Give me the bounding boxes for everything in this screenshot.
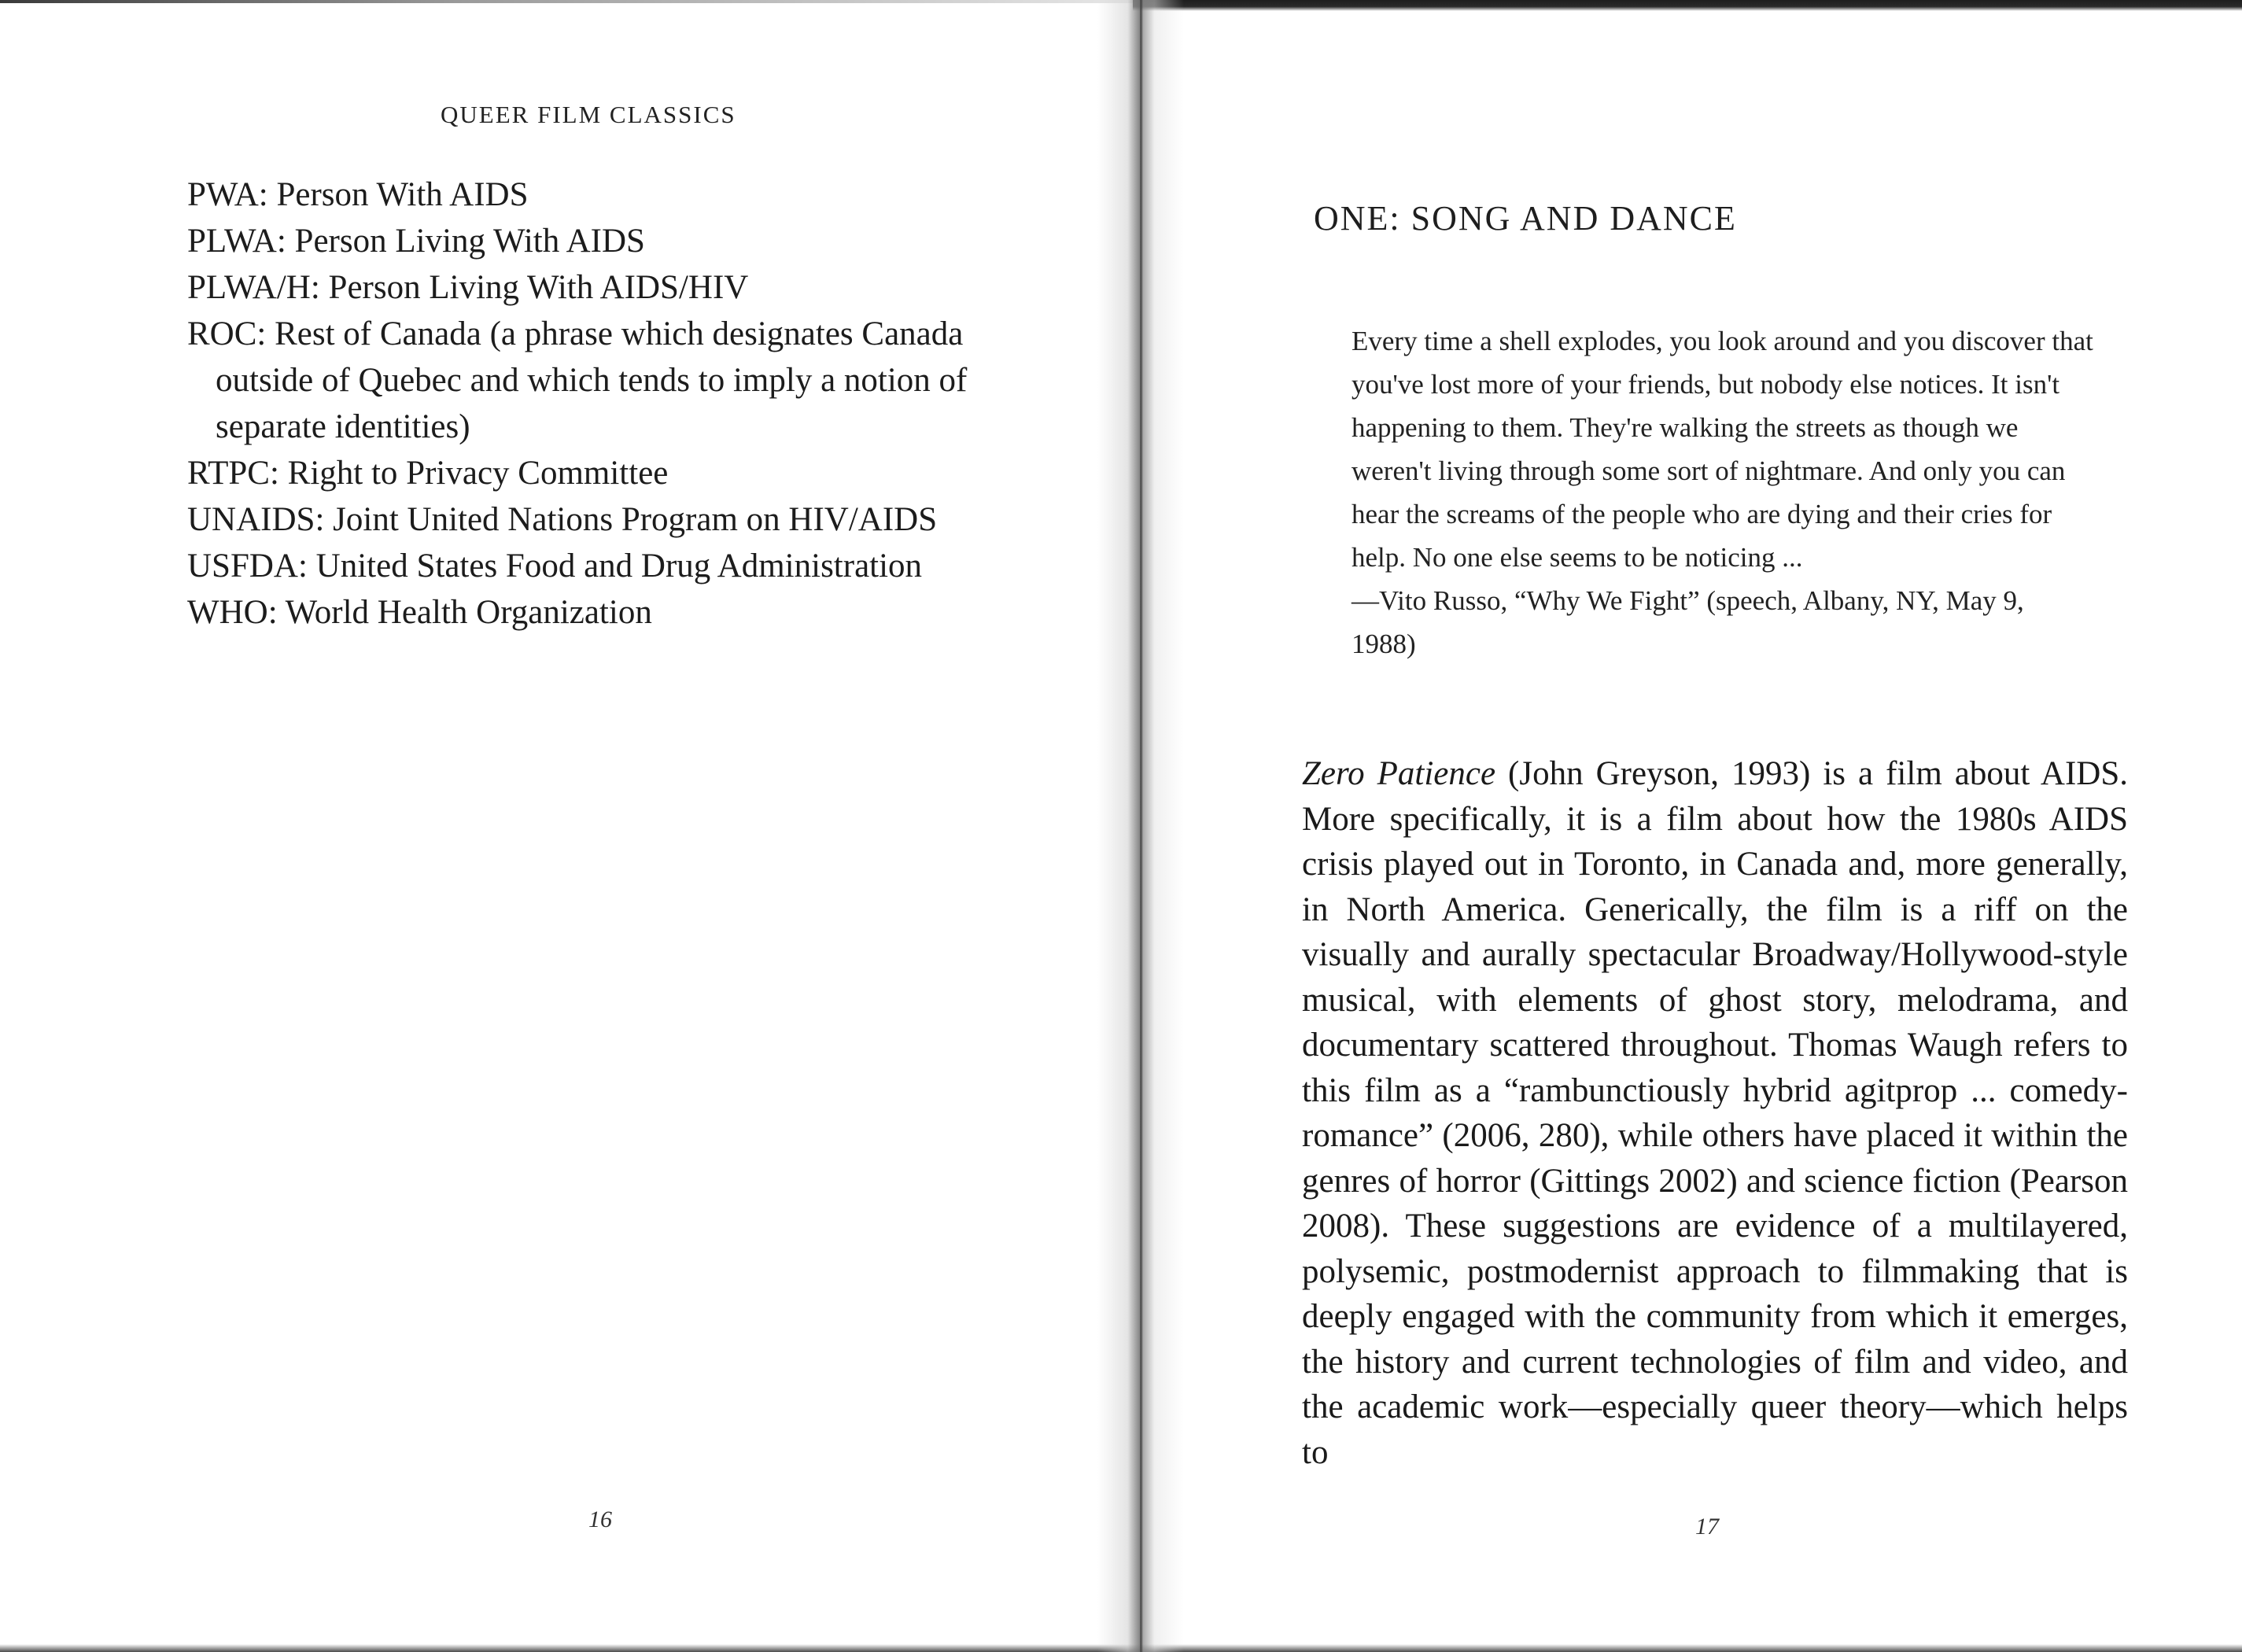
- right-page: [1149, 0, 2242, 1652]
- body-text: (John Greyson, 1993) is a film about AIDS. More specifically, it is a film about how the 1980s AIDS crisis played out in Toronto, in Canada and, more generally, in North America. Generically, the film is a riff on the visually and aurally spectacular Broadway/Hollywood-style musical, with elements of ghost story, melodrama, and documentary scattered throughout. Thomas Waugh refers to this film as a “rambunctiously hybrid agitprop ... comedy-romance” (2006, 280), while others have placed it within the genres of horror (Gittings 2002) and science fiction (Pearson 2008). These suggestions are evidence of a multilayered, polysemic, postmodernist approach to filmmaking that is deeply engaged with the community from which it emerges, the history and current technologies of film and video, and the academic work—especially queer theory—which helps to: [1302, 755, 2128, 1471]
- abbreviation-item: ROC: Rest of Canada (a phrase which designates Canada outside of Quebec and which tends to imply a notion of separate identities): [187, 315, 968, 445]
- page-number: 16: [588, 1506, 612, 1532]
- chapter-title: ONE: SONG AND DANCE: [1314, 199, 1737, 238]
- abbreviation-item: UNAIDS: Joint United Nations Program on HIV/AIDS: [187, 501, 938, 538]
- abbreviation-list: [187, 171, 1021, 636]
- abbreviation-item: PLWA/H: Person Living With AIDS/HIV: [187, 269, 749, 306]
- abbreviation-item: RTPC: Right to Privacy Committee: [187, 455, 669, 492]
- epigraph-quote: Every time a shell explodes, you look around and you discover that you've lost more of your friends, but nobody else notices. It isn't happening to them. They're walking the streets as though we weren't living through some sort of nightmare. And only you can hear the screams of the people who are dying and their cries for help. No one else seems to be noticing ...: [1351, 326, 2093, 573]
- abbreviation-item: USFDA: United States Food and Drug Administration: [187, 548, 923, 584]
- book-gutter: [1097, 0, 1184, 1652]
- abbreviation-item: PLWA: Person Living With AIDS: [187, 223, 645, 260]
- abbreviation-item: WHO: World Health Organization: [187, 594, 652, 631]
- abbreviation-item: PWA: Person With AIDS: [187, 176, 529, 213]
- epigraph: [1351, 319, 2095, 666]
- page-number: 17: [1695, 1514, 1719, 1540]
- body-paragraph: [1302, 751, 2128, 1475]
- film-title: Zero Patience: [1302, 755, 1496, 792]
- epigraph-attribution: —Vito Russo, “Why We Fight” (speech, Albany, NY, May 9, 1988): [1351, 585, 2024, 659]
- running-head: QUEER FILM CLASSICS: [441, 101, 736, 128]
